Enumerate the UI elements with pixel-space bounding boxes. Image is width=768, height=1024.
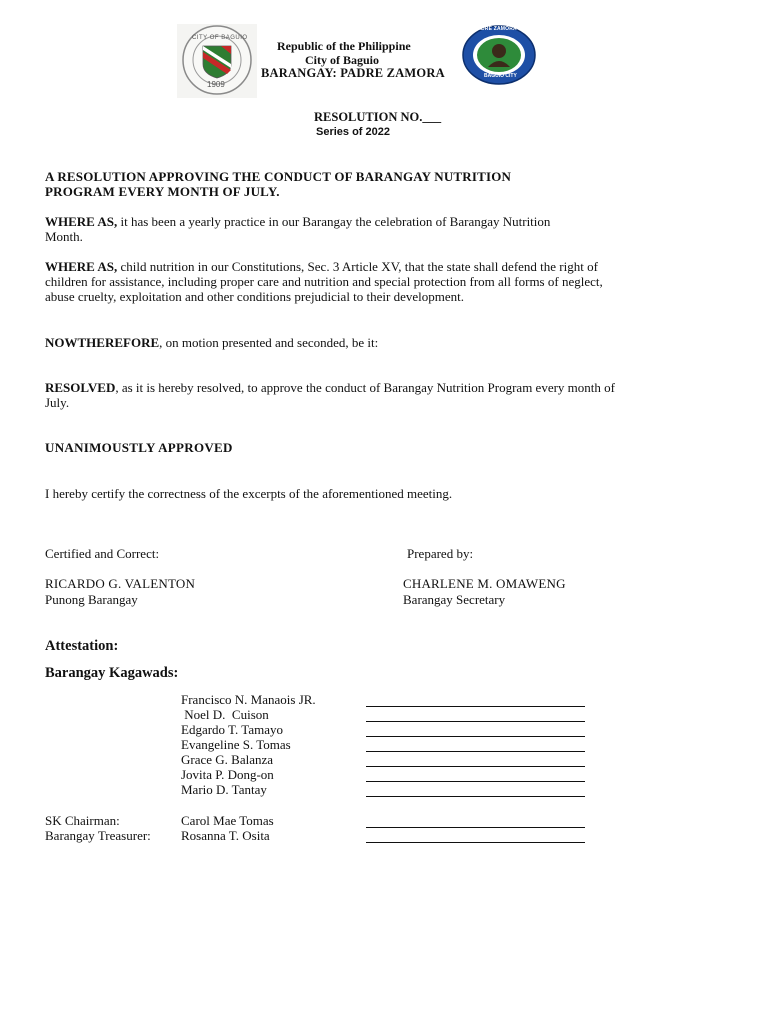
resolved-text-line1: , as it is hereby resolved, to approve the conduct of Barangay Nutrition Program every month of (115, 380, 615, 395)
resolution-number: RESOLUTION NO.___ (314, 110, 442, 124)
signature-line (366, 781, 585, 782)
signature-line (366, 796, 585, 797)
resolved-paragraph (45, 380, 725, 410)
kagawad-name: Edgardo T. Tamayo (181, 722, 283, 737)
whereas-paragraph-2 (45, 259, 725, 304)
prepared-by-label: Prepared by: (407, 546, 474, 561)
whereas-label-1: WHERE AS, (45, 214, 118, 229)
header-barangay: BARANGAY: PADRE ZAMORA (261, 66, 445, 80)
signature-line (366, 842, 585, 843)
attestation-heading: Attestation: (45, 638, 119, 654)
now-therefore-label: NOWTHEREFORE (45, 335, 160, 350)
signature-line (366, 721, 585, 722)
signature-line (366, 706, 585, 707)
resolved-text-line2: July. (45, 395, 70, 410)
now-therefore-paragraph (45, 335, 725, 350)
unanimously-approved: UNANIMOUSTLY APPROVED (45, 440, 233, 455)
header-republic: Republic of the Philippine (277, 39, 411, 53)
left-seal-top-text: CITY OF BAGUIO (192, 35, 248, 41)
certification-statement: I hereby certify the correctness of the excerpts of the aforementioned meeting. (45, 486, 453, 501)
treasurer-label: Barangay Treasurer: (45, 828, 151, 843)
kagawad-name: Evangeline S. Tomas (181, 737, 291, 752)
treasurer-name: Rosanna T. Osita (181, 828, 270, 843)
header-city: City of Baguio (305, 53, 380, 67)
kagawad-name: Mario D. Tantay (181, 782, 267, 797)
kagawad-name: Jovita P. Dong-on (181, 767, 274, 782)
sk-chairman-name: Carol Mae Tomas (181, 813, 274, 828)
whereas-text-2-line2: children for assistance, including proper care and nutrition and special protection from all forms of neglect, (45, 274, 603, 289)
whereas-text-1-line1: it has been a yearly practice in our Barangay the celebration of Barangay Nutrition (117, 214, 551, 229)
whereas-text-2-line1: child nutrition in our Constitutions, Sec. 3 Article XV, that the state shall defend the right of (117, 259, 598, 274)
kagawad-name: Noel D. Cuison (181, 707, 269, 722)
signature-line (366, 766, 585, 767)
certified-correct-label: Certified and Correct: (45, 546, 160, 561)
kagawad-name: Francisco N. Manaois JR. (181, 692, 316, 707)
resolution-series: Series of 2022 (316, 126, 390, 138)
whereas-paragraph-1 (45, 214, 725, 244)
kagawad-name: Grace G. Balanza (181, 752, 274, 767)
left-seal-year: 1909 (207, 80, 225, 89)
resolution-title-line1: A RESOLUTION APPROVING THE CONDUCT OF BARANGAY NUTRITION (45, 169, 512, 184)
punong-barangay-name: RICARDO G. VALENTON (45, 576, 196, 591)
now-therefore-text: , on motion presented and seconded, be it: (159, 335, 379, 350)
resolved-label: RESOLVED (45, 380, 116, 395)
signature-line (366, 827, 585, 828)
signature-line (366, 736, 585, 737)
resolution-title-line2: PROGRAM EVERY MONTH OF JULY. (45, 184, 280, 199)
whereas-text-2-line3: abuse cruelty, exploitation and other conditions prejudicial to their development. (45, 289, 465, 304)
signature-line (366, 751, 585, 752)
sk-chairman-label: SK Chairman: (45, 813, 120, 828)
secretary-title: Barangay Secretary (403, 592, 506, 607)
punong-barangay-title: Punong Barangay (45, 592, 138, 607)
right-seal-top-text: PADRE ZAMORA BARANGAY (474, 26, 549, 32)
resolution-title (45, 169, 511, 199)
kagawads-heading: Barangay Kagawads: (45, 665, 179, 681)
whereas-label-2: WHERE AS, (45, 259, 118, 274)
right-seal-bottom-text: BAGUIO CITY (484, 73, 517, 79)
whereas-text-1-line2: Month. (45, 229, 83, 244)
secretary-name: CHARLENE M. OMAWENG (403, 576, 566, 591)
